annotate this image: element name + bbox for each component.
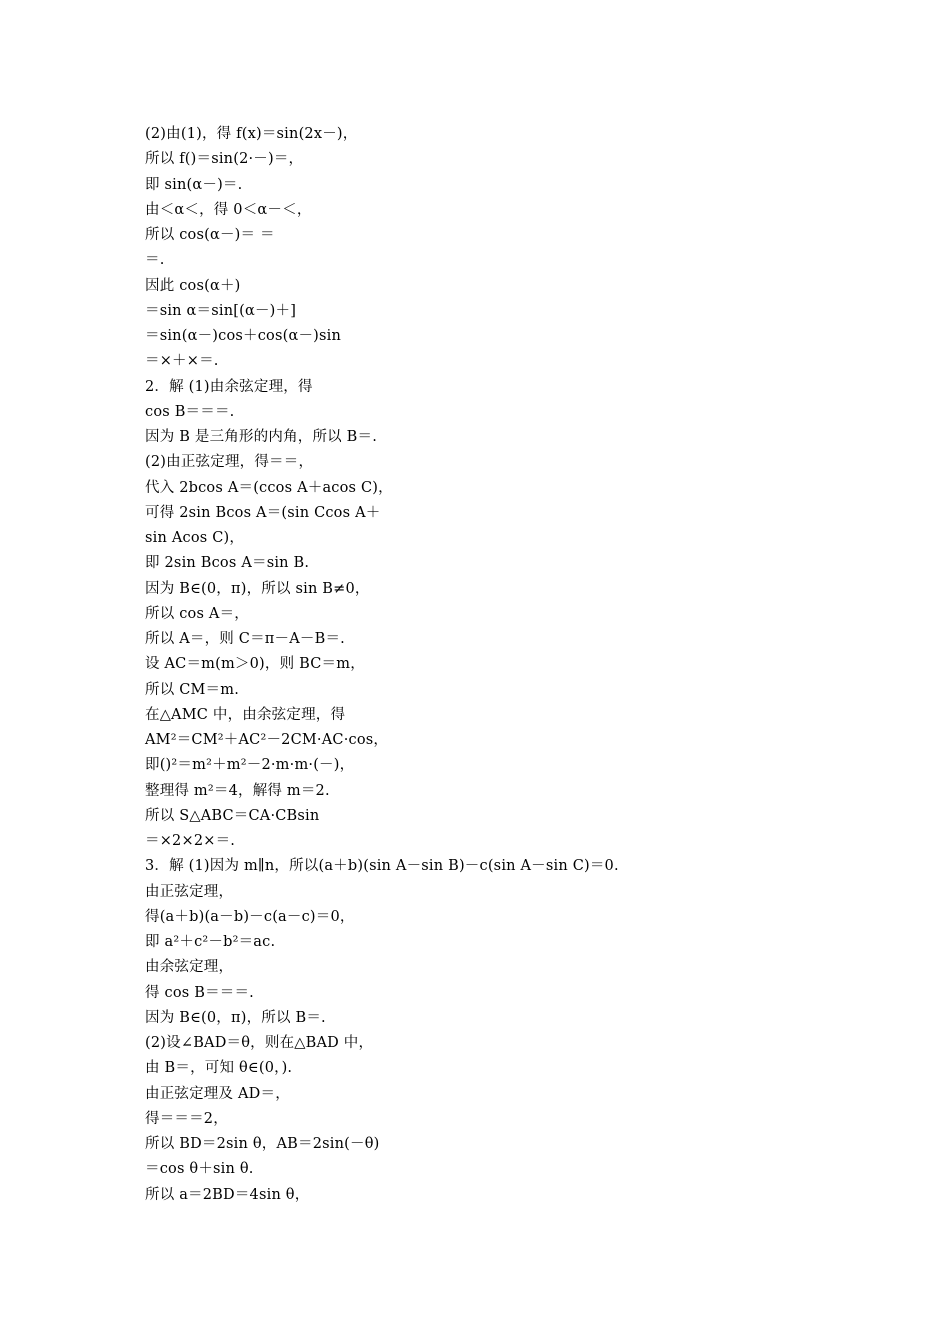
text-line: ＝sin(α－)cos＋cos(α－)sin [145, 328, 342, 344]
text-line: 由＜α＜，得 0＜α－＜， [145, 201, 312, 218]
text-line: (2)设∠BAD＝θ，则在△BAD 中， [145, 1035, 374, 1051]
text-line: 所以 BD＝2sin θ，AB＝2sin(－θ) [145, 1136, 380, 1152]
text-line: 由正弦定理及 AD＝， [145, 1085, 290, 1102]
text-line: ＝×2×2×＝. [145, 833, 236, 849]
text-line: ＝×＋×＝. [145, 353, 219, 370]
solution-text [145, 122, 925, 1208]
text-line: 代入 2bcos A＝(ccos A＋acos C)， [145, 479, 393, 496]
text-line: (2)由正弦定理，得＝＝， [145, 454, 314, 471]
text-line: 因为 B 是三角形的内角，所以 B＝. [145, 429, 378, 445]
text-line: 由 B＝，可知 θ∈(0，). [145, 1060, 293, 1077]
text-line: 由余弦定理， [145, 959, 234, 976]
text-line: 因为 B∈(0，π)，所以 sin B≠0， [145, 580, 370, 597]
text-line: 整理得 m²＝4，解得 m＝2. [145, 782, 330, 799]
text-line: 得＝＝＝2， [145, 1110, 228, 1127]
text-line: 得(a＋b)(a－b)－c(a－c)＝0， [145, 908, 355, 925]
text-line: 可得 2sin Bcos A＝(sin Ccos A＋ [145, 504, 381, 521]
text-line: 即 2sin Bcos A＝sin B. [145, 555, 310, 572]
text-line: 所以 f()＝sin(2·－)＝， [145, 151, 304, 168]
text-line: 所以 cos(α－)＝ ＝ [145, 227, 275, 243]
text-line: ＝sin α＝sin[(α－)＋] [145, 302, 297, 319]
text-line: 由正弦定理， [145, 883, 234, 900]
text-line: 在△AMC 中，由余弦定理，得 [145, 706, 346, 723]
text-line: 得 cos B＝＝＝. [145, 984, 254, 1001]
text-line: 所以 a＝2BD＝4sin θ， [145, 1186, 310, 1203]
text-line: 即 sin(α－)＝. [145, 176, 243, 193]
text-line: AM²＝CM²＋AC²－2CM·AC·cos， [145, 732, 389, 748]
text-line: ＝cos θ＋sin θ. [145, 1161, 254, 1178]
text-line: 3．解 (1)因为 m∥n，所以(a＋b)(sin A－sin B)－c(sin A－sin C)＝0. [145, 858, 619, 875]
text-line: 2．解 (1)由余弦定理，得 [145, 378, 313, 395]
text-line: sin Acos C)， [145, 530, 245, 546]
text-line: 所以 cos A＝， [145, 605, 249, 622]
text-line: 即 a²＋c²－b²＝ac. [145, 934, 276, 950]
text-line: 即()²＝m²＋m²－2·m·m·(－)， [145, 757, 355, 774]
text-line: 所以 A＝，则 C＝π－A－B＝. [145, 631, 345, 647]
text-line: 设 AC＝m(m＞0)，则 BC＝m， [145, 656, 365, 673]
text-line: 因此 cos(α＋) [145, 277, 241, 294]
text-line: 所以 CM＝m. [145, 681, 240, 698]
text-line: cos B＝＝＝. [145, 403, 235, 420]
text-line: (2)由(1)，得 f(x)＝sin(2x－)， [145, 126, 358, 142]
text-line: ＝. [145, 252, 165, 269]
text-line: 所以 S△ABC＝CA·CBsin [145, 807, 320, 824]
text-line: 因为 B∈(0，π)，所以 B＝. [145, 1009, 326, 1026]
